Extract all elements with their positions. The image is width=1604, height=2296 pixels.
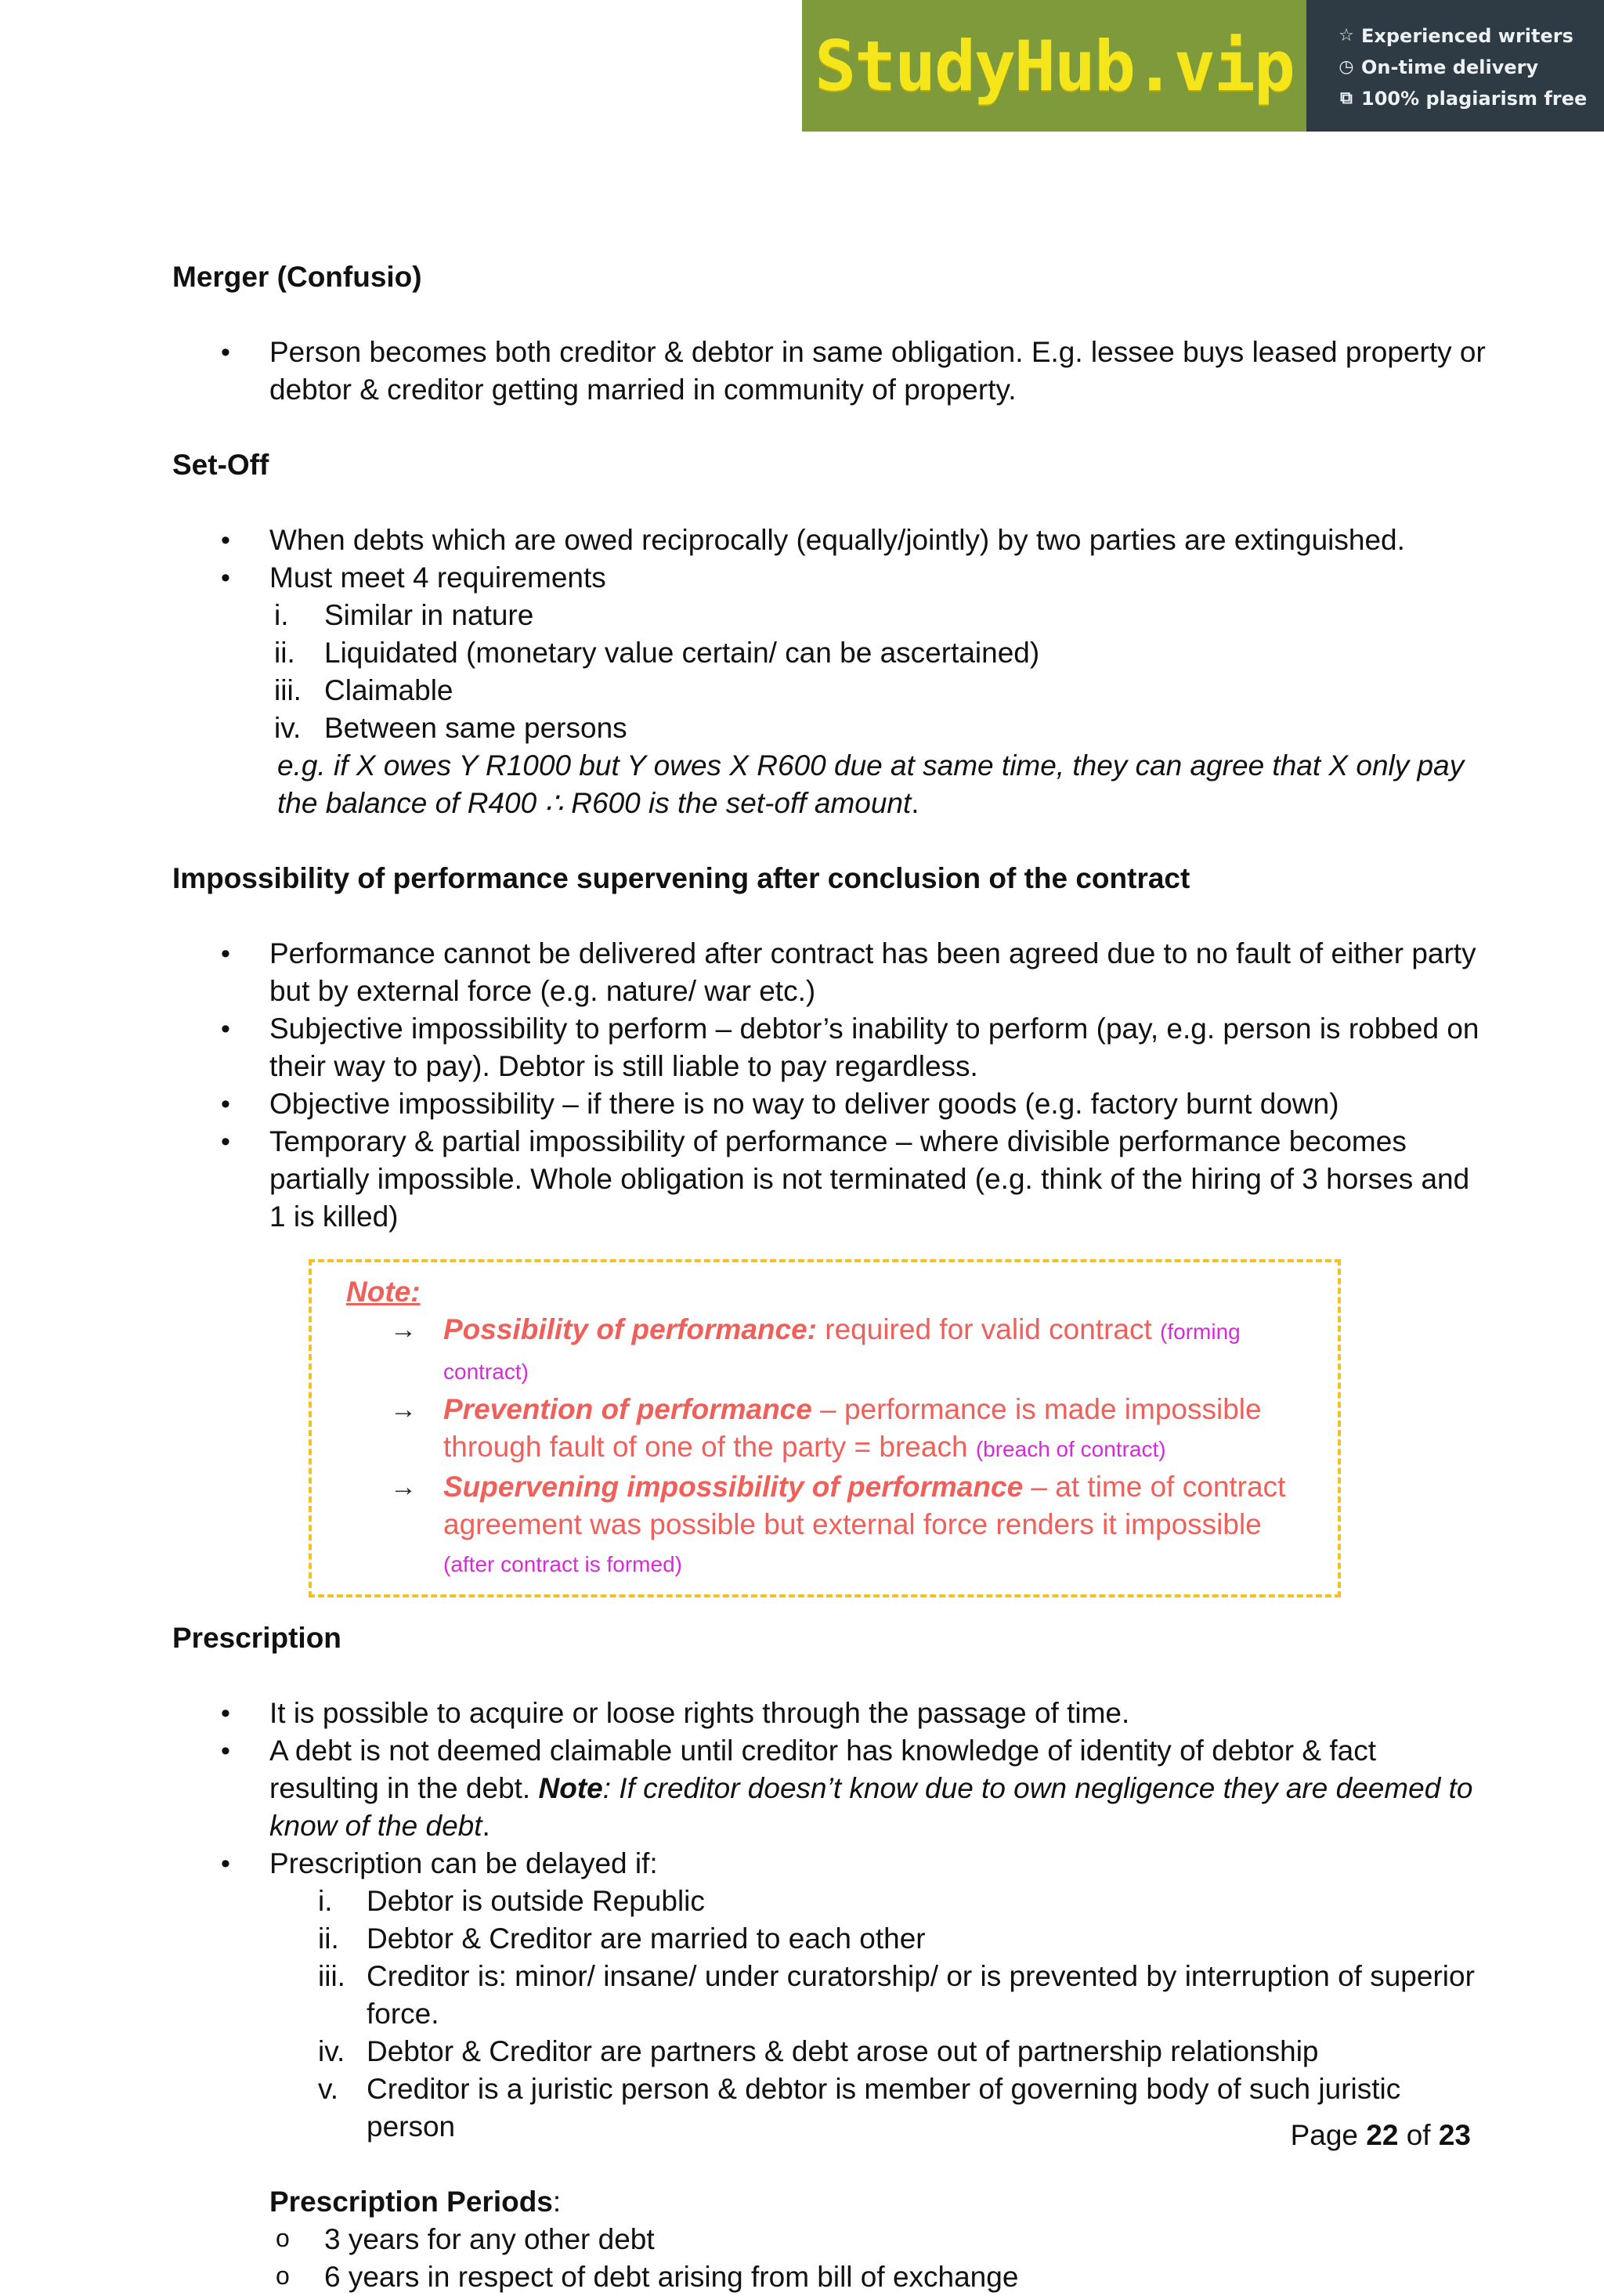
prescription-delays — [172, 1883, 1488, 2146]
copy-icon: ⧉ — [1340, 88, 1353, 108]
delay-item: iii. Creditor is: minor/ insane/ under curatorship/ or is prevented by interruption of superior force. — [318, 1960, 1475, 2030]
arrow-right-icon: → — [390, 1395, 417, 1424]
prescription-list — [172, 1695, 1488, 1883]
list-item: • Temporary & partial impossibility of performance – where divisible performance becomes partially impossible. Whole obligation is not terminated (e.g. think of the hiring of 3 horses and 1 is killed) — [172, 1123, 1488, 1236]
note-title: Note: — [346, 1276, 421, 1308]
clock-icon: ◷ — [1338, 57, 1354, 77]
requirement-item: iii. Claimable — [274, 674, 453, 706]
list-item: • Performance cannot be delivered after contract has been agreed due to no fault of either party but by external force (e.g. nature/ war etc.) — [172, 935, 1488, 1010]
delay-item: i. Debtor is outside Republic — [318, 1885, 705, 1917]
studyhub-logo[interactable] — [802, 0, 1306, 132]
list-item: • It is possible to acquire or loose rights through the passage of time. — [172, 1695, 1488, 1732]
list-item: • When debts which are owed reciprocally (equally/jointly) by two parties are extinguished. — [172, 522, 1488, 559]
requirement-item: ii. Liquidated (monetary value certain/ can be ascertained) — [274, 637, 1040, 669]
feature-label: On-time delivery — [1361, 56, 1539, 78]
list-item: • A debt is not deemed claimable until creditor has knowledge of identity of debtor & fact resulting in the debt. Note: If creditor doesn’t know due to own negligence they are deemed to know of the debt. — [172, 1732, 1488, 1845]
feature-on-time-delivery — [1336, 52, 1604, 83]
banner-features — [1306, 0, 1604, 132]
note-item: → Prevention of performance – performance is made impossible through fault of one of the party = breach (breach of contract) — [346, 1391, 1310, 1468]
requirement-item: i. Similar in nature — [274, 599, 534, 631]
delay-item: ii. Debtor & Creditor are married to each other — [318, 1922, 926, 1955]
heading-set-off: Set-Off — [172, 449, 269, 481]
logo-text: StudyHub.vip — [815, 25, 1294, 106]
merger-list — [172, 334, 1488, 409]
prescription-periods-title: Prescription Periods: — [269, 2186, 562, 2218]
page-number: Page 22 of 23 — [1290, 2119, 1471, 2151]
feature-label: Experienced writers — [1361, 25, 1573, 47]
setoff-example: e.g. if X owes Y R1000 but Y owes X R600 due at same time, they can agree that X only pay the balance of R400 ∴ R600 is the set-off amount. — [277, 749, 1465, 819]
list-item: o 6 years in respect of debt arising from bill of exchange — [172, 2258, 1488, 2296]
list-item: • Must meet 4 requirements — [172, 559, 1488, 597]
list-item: • Objective impossibility – if there is no way to deliver goods (e.g. factory burnt down) — [172, 1085, 1488, 1123]
arrow-right-icon: → — [390, 1315, 417, 1345]
heading-impossibility: Impossibility of performance supervening after conclusion of the contract — [172, 862, 1190, 894]
setoff-list — [172, 522, 1488, 597]
delay-item: v. Creditor is a juristic person & debtor is member of governing body of such juristic person — [318, 2073, 1401, 2143]
impossibility-list — [172, 935, 1488, 1236]
requirement-item: iv. Between same persons — [274, 712, 627, 744]
studyhub-banner[interactable] — [802, 0, 1604, 132]
note-item: → Supervening impossibility of performance – at time of contract agreement was possible but external force renders it impossible (after contract is formed) — [346, 1468, 1310, 1583]
setoff-requirements — [172, 597, 1488, 747]
note-box — [309, 1259, 1341, 1597]
prescription-periods-list — [172, 2221, 1488, 2296]
delay-item: iv. Debtor & Creditor are partners & debt arose out of partnership relationship — [318, 2035, 1319, 2067]
list-item: o 3 years for any other debt — [172, 2221, 1488, 2258]
list-item: • Subjective impossibility to perform – debtor’s inability to perform (pay, e.g. person is robbed on their way to pay). Debtor is still liable to pay regardless. — [172, 1010, 1488, 1085]
list-item: • Prescription can be delayed if: — [172, 1845, 1488, 1883]
note-item: → Possibility of performance: required for valid contract (forming contract) — [346, 1311, 1310, 1391]
feature-experienced-writers — [1336, 20, 1604, 52]
feature-plagiarism-free — [1336, 83, 1604, 114]
arrow-right-icon: → — [390, 1472, 417, 1502]
feature-label: 100% plagiarism free — [1361, 88, 1588, 110]
heading-prescription: Prescription — [172, 1622, 341, 1654]
document-page — [172, 258, 1488, 2296]
star-icon: ☆ — [1338, 26, 1354, 45]
heading-merger: Merger (Confusio) — [172, 261, 422, 293]
list-item: • Person becomes both creditor & debtor in same obligation. E.g. lessee buys leased property or debtor & creditor getting married in community of property. — [172, 334, 1488, 409]
